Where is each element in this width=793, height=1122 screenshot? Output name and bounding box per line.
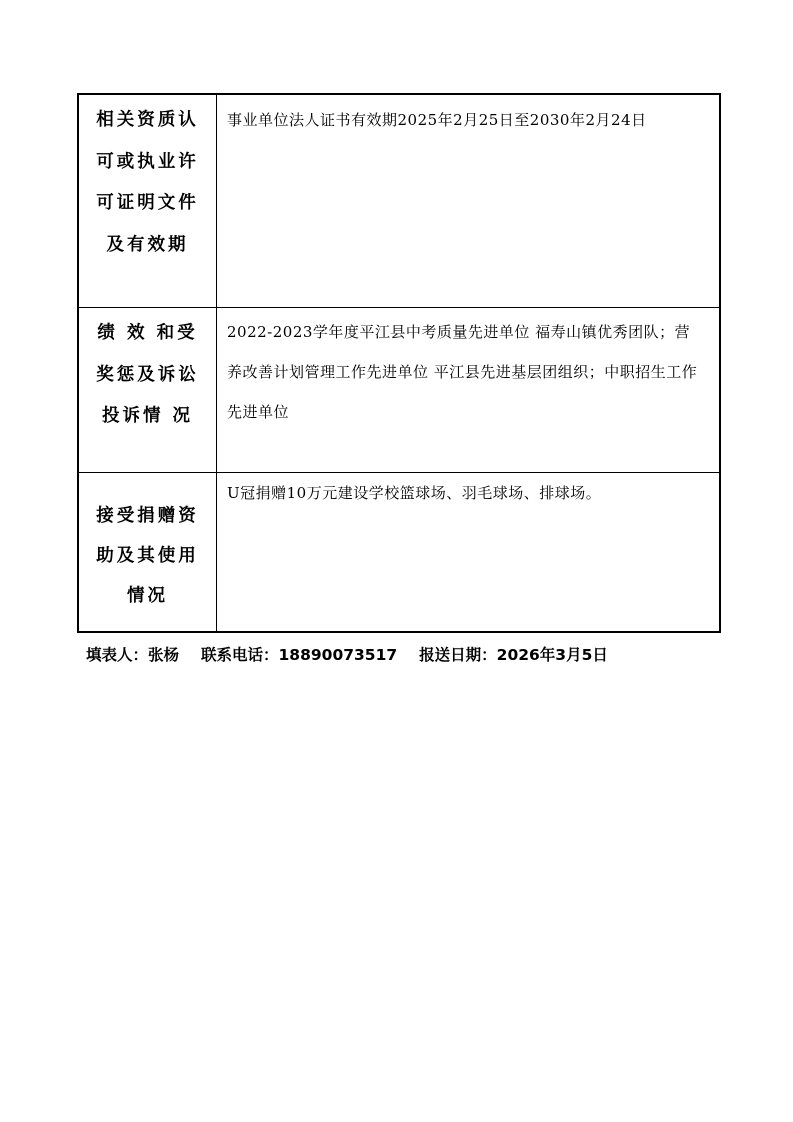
row-label-cell [78, 473, 217, 633]
row-value-cell [217, 308, 721, 473]
table-row [78, 473, 720, 633]
row-value-cell [217, 94, 721, 308]
row-label-cell [78, 94, 217, 308]
report-date: 报送日期：2026年3月5日 [419, 646, 608, 664]
table-row [78, 94, 720, 308]
row-label-qualification: 相关资质认可或执业许可证明文件及有效期 [96, 110, 199, 255]
row-label-donations: 接受捐赠资助及其使用情况 [96, 506, 199, 606]
filler-info: 填表人：张杨 [86, 646, 180, 664]
row-label-cell [78, 308, 217, 473]
row-value-cell [217, 473, 721, 633]
contact-phone: 联系电话：18890073517 [201, 646, 398, 664]
row-value-donations: U冠捐赠10万元建设学校篮球场、羽毛球场、排球场。 [227, 484, 602, 502]
row-label-performance: 绩 效 和受奖惩及诉讼投诉情 况 [96, 323, 199, 426]
row-value-performance: 2022-2023学年度平江县中考质量先进单位 福寿山镇优秀团队；营养改善计划管理工作先进单位 平江县先进基层团组织；中职招生工作先进单位 [227, 323, 698, 421]
form-footer [86, 643, 608, 665]
report-table [77, 93, 721, 633]
table-row [78, 308, 720, 473]
row-value-qualification: 事业单位法人证书有效期2025年2月25日至2030年2月24日 [227, 111, 647, 129]
